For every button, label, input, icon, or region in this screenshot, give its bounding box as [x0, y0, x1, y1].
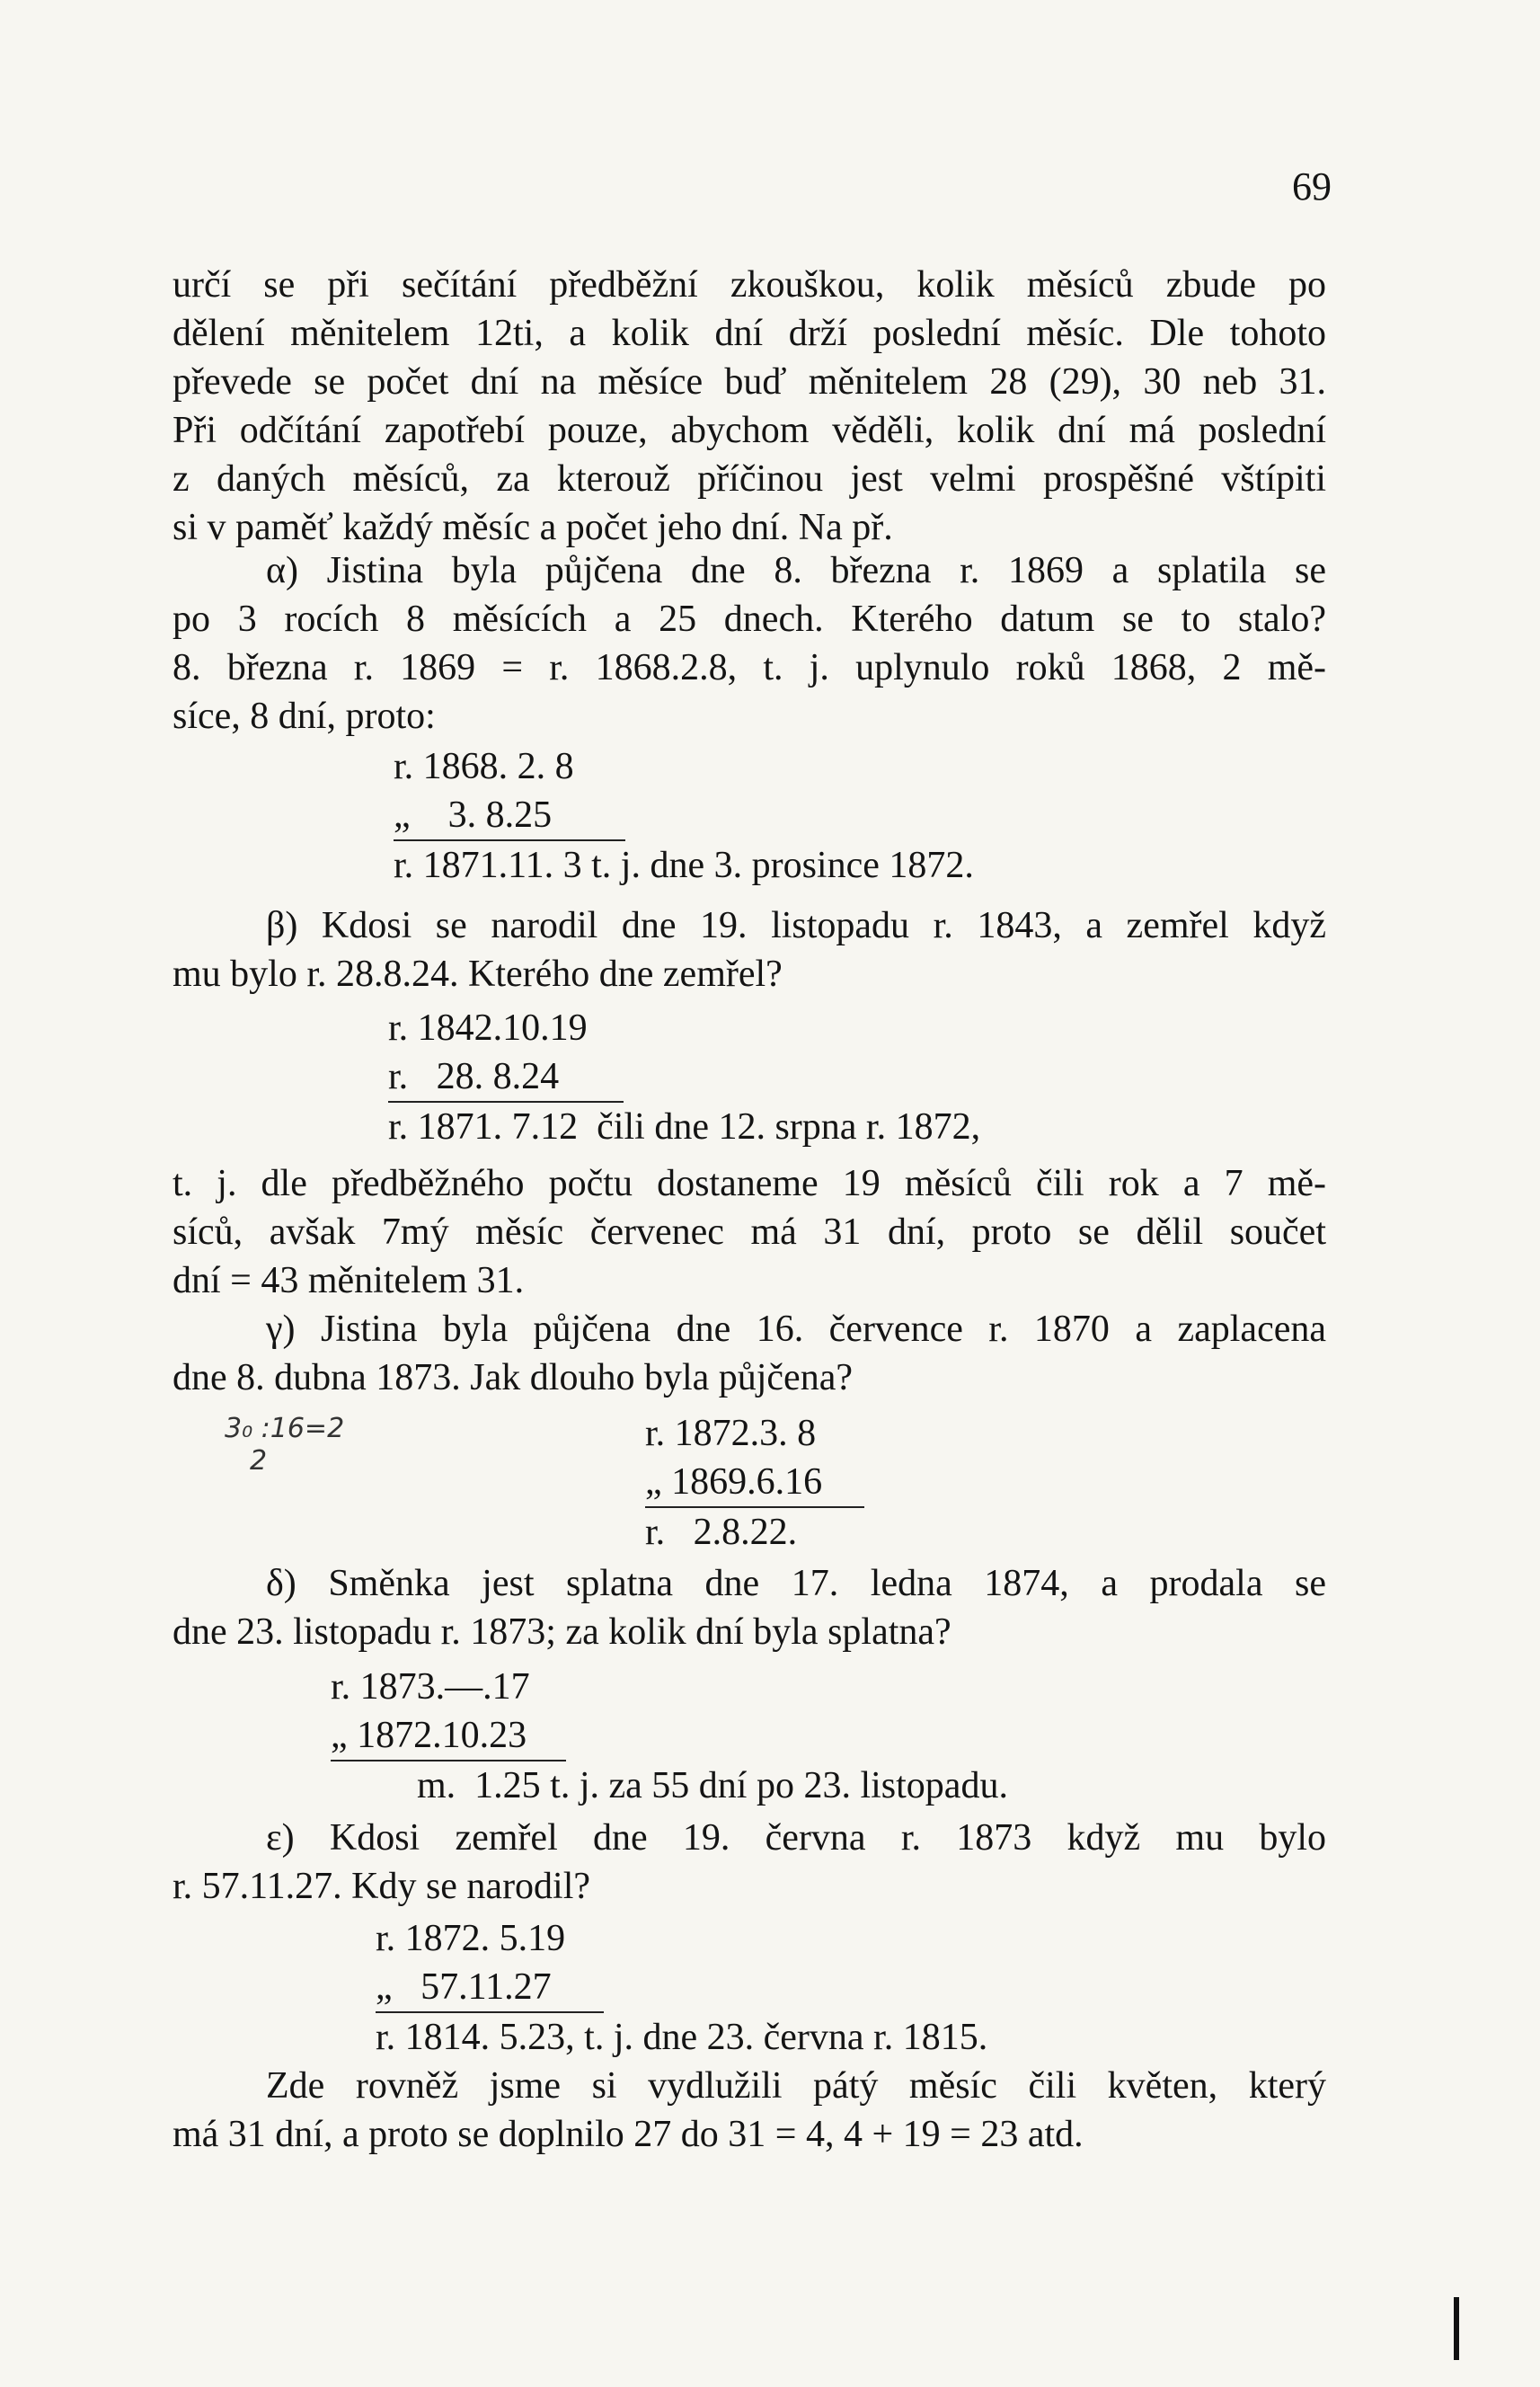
- example-alpha: [173, 546, 1326, 741]
- example-beta: [173, 901, 1326, 998]
- text-line: si v paměť každý měsíc a počet jeho dní. Na př.: [173, 507, 893, 548]
- text-line: z daných měsíců, za kterouž příčinou jest velmi prospěšné vštípiti: [173, 458, 1326, 500]
- closing-paragraph: [173, 2062, 1326, 2159]
- text-line: r. 57.11.27. Kdy se narodil?: [173, 1866, 591, 1907]
- text-line: dělení měnitelem 12ti, a kolik dní drží poslední měsíc. Dle tohoto: [173, 313, 1326, 354]
- calc-row: r. 1842.10.19: [388, 1007, 588, 1049]
- page-edge-mark: [1454, 2297, 1459, 2360]
- text-line: α) Jistina byla půjčena dne 8. března r. 1869 a splatila se: [266, 550, 1326, 591]
- calc-alpha: [394, 742, 974, 890]
- text-line: určí se při sečítání předběžní zkouškou, kolik měsíců zbude po: [173, 264, 1326, 306]
- calc-result: r. 1814. 5.23, t. j. dne 23. června r. 1815.: [376, 2017, 988, 2058]
- text-line: mu bylo r. 28.8.24. Kterého dne zemřel?: [173, 954, 783, 995]
- text-line: síce, 8 dní, proto:: [173, 696, 436, 737]
- page-number: 69: [1292, 164, 1332, 209]
- text-line: dne 23. listopadu r. 1873; za kolik dní byla splatna?: [173, 1611, 951, 1653]
- calc-epsilon: [376, 1914, 987, 2062]
- text-line: převede se počet dní na měsíce buď měnitelem 28 (29), 30 neb 31.: [173, 361, 1326, 403]
- text-line: β) Kdosi se narodil dne 19. listopadu r. 1843, a zemřel když: [266, 905, 1326, 946]
- intro-paragraph: [173, 261, 1326, 552]
- calc-row: r. 1873.—.17: [331, 1666, 530, 1708]
- text-line: Zde rovněž jsme si vydlužili pátý měsíc čili květen, který: [266, 2065, 1326, 2107]
- calc-beta: [388, 1004, 980, 1151]
- example-gamma: [173, 1305, 1326, 1402]
- example-delta: [173, 1559, 1326, 1656]
- text-line: dne 8. dubna 1873. Jak dlouho byla půjčena?: [173, 1357, 853, 1398]
- calc-row: r. 1872. 5.19: [376, 1918, 566, 1959]
- calc-delta: [331, 1663, 1008, 1810]
- text-line: síců, avšak 7mý měsíc červenec má 31 dní, proto se dělil součet: [173, 1211, 1326, 1253]
- text-line: 8. března r. 1869 = r. 1868.2.8, t. j. uplynulo roků 1868, 2 mě-: [173, 647, 1326, 688]
- beta-explanation: [173, 1159, 1326, 1305]
- text-line: γ) Jistina byla půjčena dne 16. července r. 1870 a zaplacena: [266, 1309, 1326, 1350]
- text-line: Při odčítání zapotřebí pouze, abychom věděli, kolik dní má poslední: [173, 410, 1326, 451]
- pencil-note: 3₀ :16=2: [225, 1413, 345, 1444]
- calc-result: r. 1871.11. 3 t. j. dne 3. prosince 1872.: [394, 845, 974, 886]
- calc-result: m. 1.25 t. j. za 55 dní po 23. listopadu.: [417, 1765, 1008, 1806]
- text-line: ε) Kdosi zemřel dne 19. června r. 1873 když mu bylo: [266, 1817, 1326, 1859]
- calc-result: r. 1871. 7.12 čili dne 12. srpna r. 1872,: [388, 1106, 981, 1148]
- calc-row: r. 1872.3. 8: [645, 1413, 817, 1454]
- calc-row: „ 1872.10.23: [331, 1711, 566, 1761]
- calc-result: r. 2.8.22.: [645, 1512, 798, 1553]
- pencil-note: 2: [250, 1445, 268, 1477]
- text-line: má 31 dní, a proto se doplnilo 27 do 31 = 4, 4 + 19 = 23 atd.: [173, 2114, 1084, 2155]
- text-line: t. j. dle předběžného počtu dostaneme 19 měsíců čili rok a 7 mě-: [173, 1163, 1326, 1204]
- text-line: δ) Směnka jest splatna dne 17. ledna 1874, a prodala se: [266, 1563, 1326, 1604]
- calc-row: r. 1868. 2. 8: [394, 746, 574, 787]
- calc-row: „ 1869.6.16: [645, 1458, 864, 1508]
- calc-row: „ 3. 8.25: [394, 791, 625, 841]
- text-line: po 3 rocích 8 měsících a 25 dnech. Kterého datum se to stalo?: [173, 599, 1326, 640]
- calc-row: „ 57.11.27: [376, 1963, 604, 2013]
- example-epsilon: [173, 1814, 1326, 1911]
- calc-gamma: [645, 1409, 864, 1557]
- calc-row: r. 28. 8.24: [388, 1052, 624, 1103]
- text-line: dní = 43 měnitelem 31.: [173, 1260, 525, 1301]
